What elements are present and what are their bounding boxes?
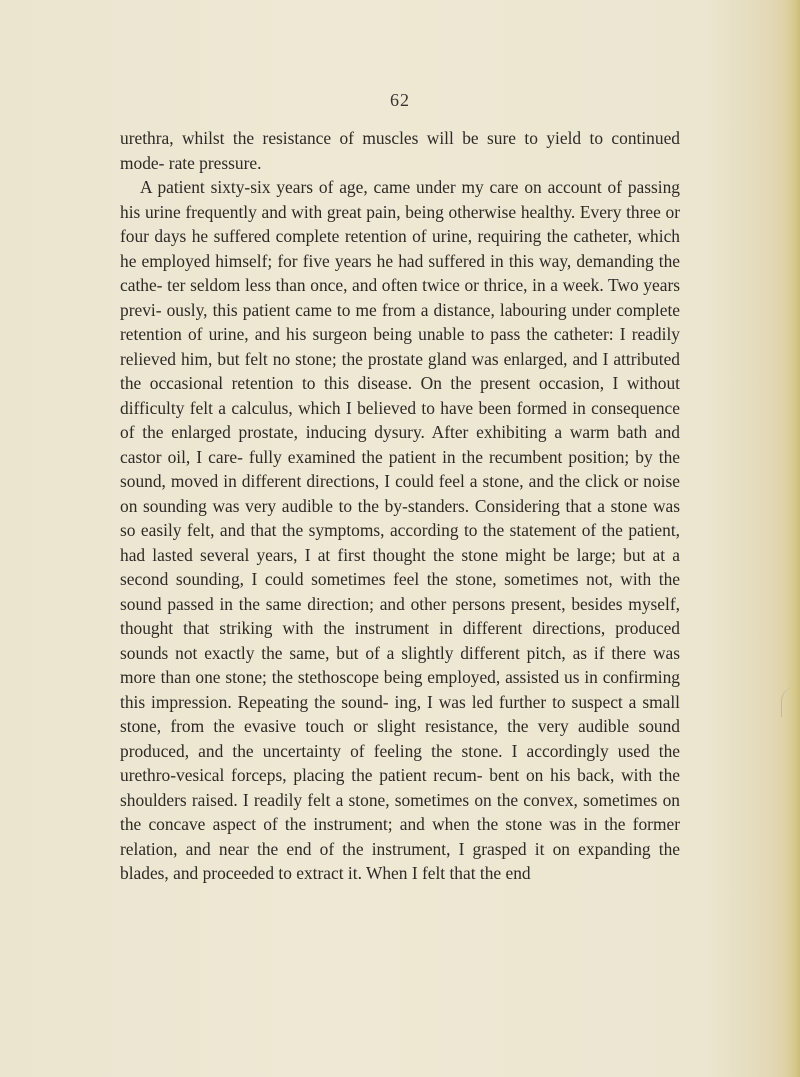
page-curl-mark	[781, 687, 798, 717]
page-number: 62	[390, 90, 410, 110]
page-edge-shading	[786, 0, 800, 1077]
body-text	[120, 126, 680, 886]
paragraph-continuation: urethra, whilst the resistance of muscles will be sure to yield to continued mode- rate pressure.	[120, 128, 680, 173]
paragraph-case-report: A patient sixty-six years of age, came under my care on account of passing his urine frequently and with great pain, being otherwise healthy. Every three or four days he suffered complete retention of urine, requiring the catheter, which he employed himself; for five years he had suffered in this way, demanding the cathe- ter seldom less than once, and often twice or thrice, in a week. Two years previ- ously, this patient came to me from a distance, labouring under complete retention of urine, and his surgeon being unable to pass the catheter: I readily relieved him, but felt no stone; the prostate gland was enlarged, and I attributed the occasional retention to this disease. On the present occasion, I without difficulty felt a calculus, which I believed to have been formed in consequence of the enlarged prostate, inducing dysury. After exhibiting a warm bath and castor oil, I care- fully examined the patient in the recumbent position; by the sound, moved in different directions, I could feel a stone, and the click or noise on sounding was very audible to the by-standers. Considering that a stone was so easily felt, and that the symptoms, according to the statement of the patient, had lasted several years, I at first thought the stone might be large; but at a second sounding, I could sometimes feel the stone, sometimes not, with the sound passed in the same direction; and other persons present, besides myself, thought that striking with the instrument in different directions, produced sounds not exactly the same, but of a slightly different pitch, as if there was more than one stone; the stethoscope being employed, assisted us in confirming this impression. Repeating the sound- ing, I was led further to suspect a small stone, from the evasive touch or slight resistance, the very audible sound produced, and the uncertainty of feeling the stone. I accordingly used the urethro-vesical forceps, placing the patient recum- bent on his back, with the shoulders raised. I readily felt a stone, sometimes on the convex, sometimes on the concave aspect of the instrument; and when the stone was in the former relation, and near the end of the instrument, I grasped it on expanding the blades, and proceeded to extract it. When I felt that the end	[120, 177, 680, 883]
